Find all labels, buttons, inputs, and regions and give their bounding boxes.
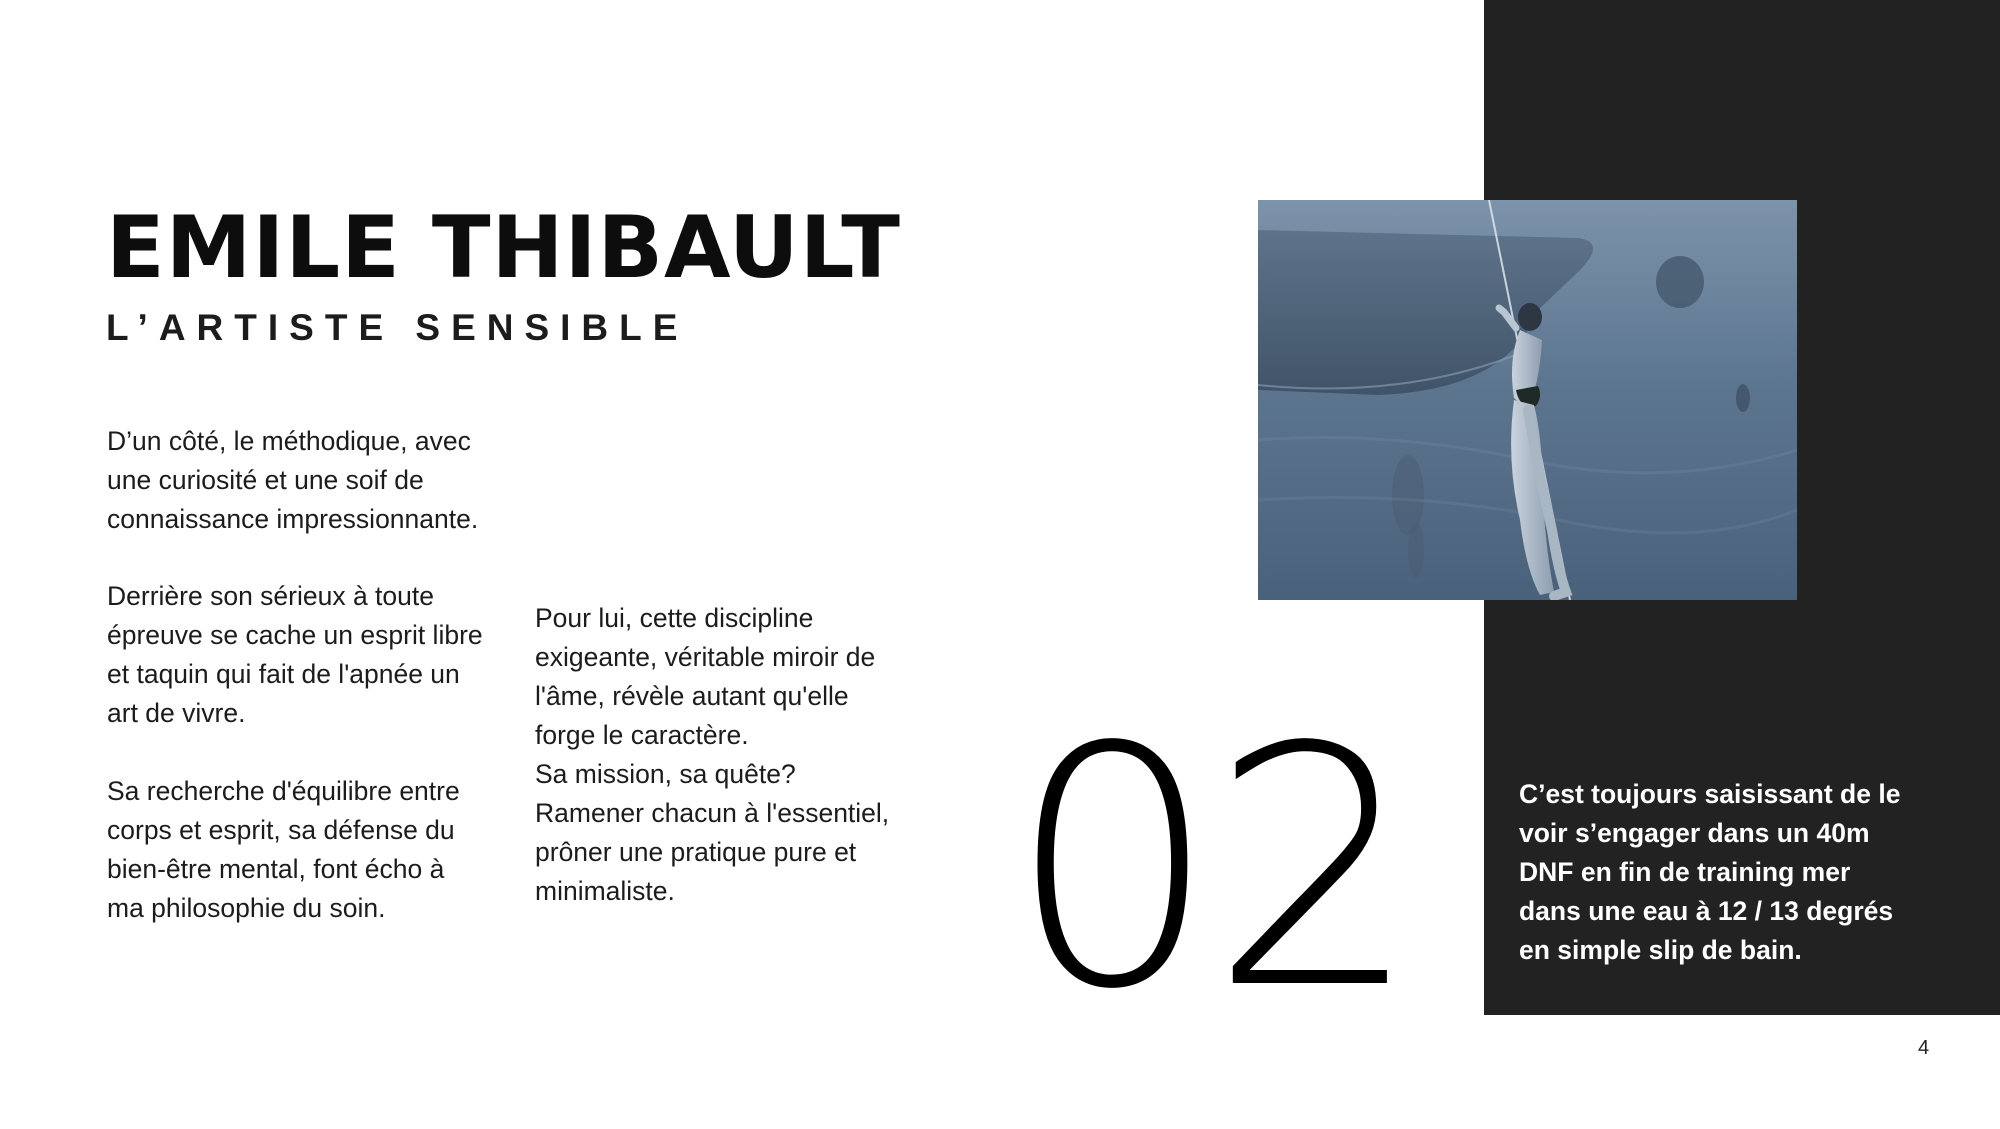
- section-number: 02: [1008, 677, 1412, 1061]
- quote-text: C’est toujours saisissant de le voir s’engager dans un 40m DNF en fin de training mer dans une eau à 12 / 13 degrés en simple slip de bain.: [1519, 779, 1901, 965]
- page-title: EMILE THIBAULT: [106, 198, 901, 298]
- freediver-photo: [1258, 200, 1797, 600]
- mission-paragraph: Pour lui, cette discipline exigeante, véritable miroir de l'âme, révèle autant qu'elle forge le caractère. Sa mission, sa quête? Ramener chacun à l'essentiel, prôner une pratique pure et minimaliste.: [535, 603, 890, 906]
- third-paragraph: Sa recherche d'équilibre entre corps et esprit, sa défense du bien-être mental, font écho à ma philosophie du soin.: [107, 776, 460, 923]
- page-number: 4: [1918, 1037, 1930, 1059]
- second-paragraph: Derrière son sérieux à toute épreuve se cache un esprit libre et taquin qui fait de l'apnée un art de vivre.: [107, 581, 483, 728]
- intro-paragraph: D’un côté, le méthodique, avec une curiosité et une soif de connaissance impressionnante.: [107, 426, 479, 534]
- page-subtitle: L’ARTISTE SENSIBLE: [106, 307, 689, 348]
